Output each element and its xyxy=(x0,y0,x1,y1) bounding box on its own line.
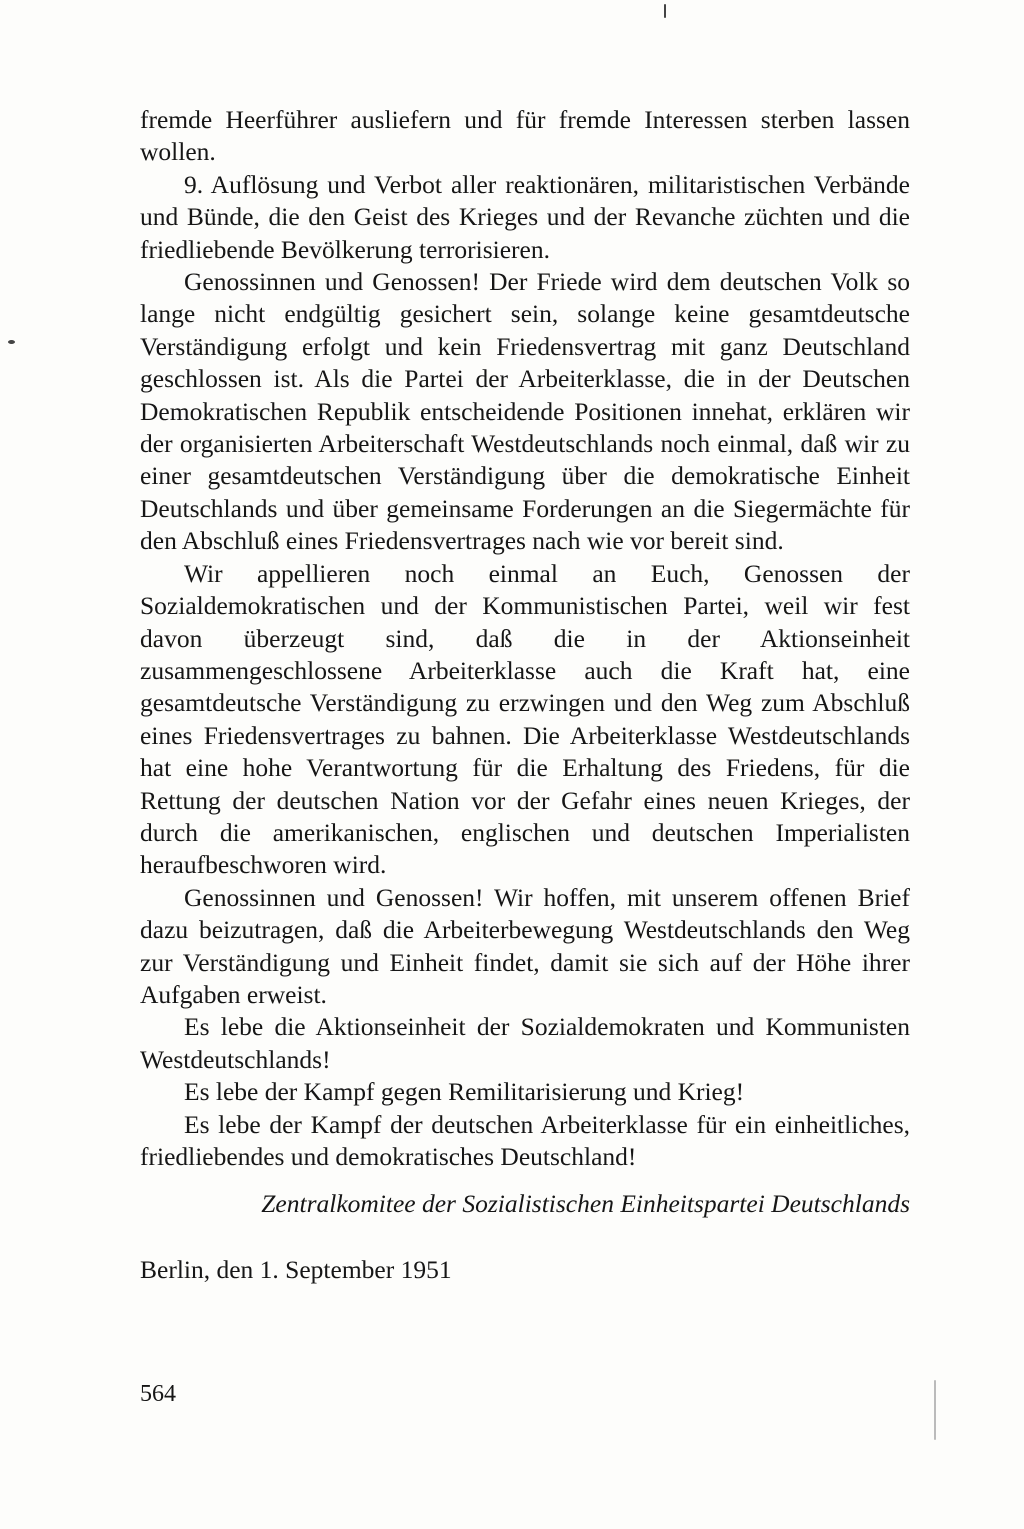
signature: Zentralkomitee der Sozialistischen Einheitspartei Deutschlands xyxy=(261,1189,910,1218)
page-number: 564 xyxy=(140,1381,176,1407)
scan-speck xyxy=(8,340,15,344)
scan-speck xyxy=(664,4,666,18)
slogan-working-class: Es lebe der Kampf der deutschen Arbeiterklasse für ein einheitliches, friedliebendes und demokratisches Deutschland! xyxy=(140,1109,910,1171)
paragraph-appeal: Wir appellieren noch einmal an Euch, Genossen der Sozialdemokratischen und der Kommunistischen Partei, weil wir fest davon überzeugt sind, daß die in der Aktionseinheit zusammengeschlossene Arbeiterklasse auch die Kraft hat, eine gesamtdeutsche Verständigung zu erzwingen und den Weg zum Abschluß eines Friedensvertrages zu bahnen. Die Arbeiterklasse Westdeutschlands hat eine hohe Verantwortung für die Erhaltung des Friedens, für die Rettung der deutschen Nation vor der Gefahr eines neuen Krieges, der durch die amerikanischen, englischen und deutschen Imperialisten heraufbeschworen wird. xyxy=(140,558,910,880)
scan-speck xyxy=(934,1380,936,1440)
slogan-action-unity: Es lebe die Aktionseinheit der Sozialdemokraten und Kommunisten Westdeutschlands! xyxy=(140,1012,910,1074)
paragraph-continuation: fremde Heerführer ausliefern und für fremde Interessen sterben lassen wollen. xyxy=(140,105,910,167)
body-text xyxy=(140,104,910,1173)
slogan-against-remilitarization: Es lebe der Kampf gegen Remilitarisierung und Krieg! xyxy=(184,1077,745,1107)
paragraph-point-9: 9. Auflösung und Verbot aller reaktionären, militaristischen Verbände und Bünde, die den Geist des Krieges und der Revanche züchten und die friedliebende Bevölkerung terrorisieren. xyxy=(140,169,910,264)
dateline: Berlin, den 1. September 1951 xyxy=(140,1255,452,1284)
paragraph-open-letter: Genossinnen und Genossen! Wir hoffen, mit unserem offenen Brief dazu beizutragen, daß die Arbeiterbewegung Westdeutschlands den Weg zur Verständigung und Einheit findet, damit sie sich auf der Höhe ihrer Aufgaben erweist. xyxy=(140,882,910,1009)
paragraph-peace-treaty: Genossinnen und Genossen! Der Friede wird dem deutschen Volk so lange nicht endgültig gesichert sein, solange keine gesamtdeutsche Verständigung erfolgt und kein Friedensvertrag mit ganz Deutschland geschlossen ist. Als die Partei der Arbeiterklasse, die in der Deutschen Demokratischen Republik entscheidende Positionen innehat, erklären wir der organisierten Arbeiterschaft Westdeutschlands noch einmal, daß wir zu einer gesamtdeutschen Verständigung über die demokratische Einheit Deutschlands und über gemeinsame Forderungen an die Siegermächte für den Abschluß eines Friedensvertrages nach wie vor bereit sind. xyxy=(140,267,910,556)
